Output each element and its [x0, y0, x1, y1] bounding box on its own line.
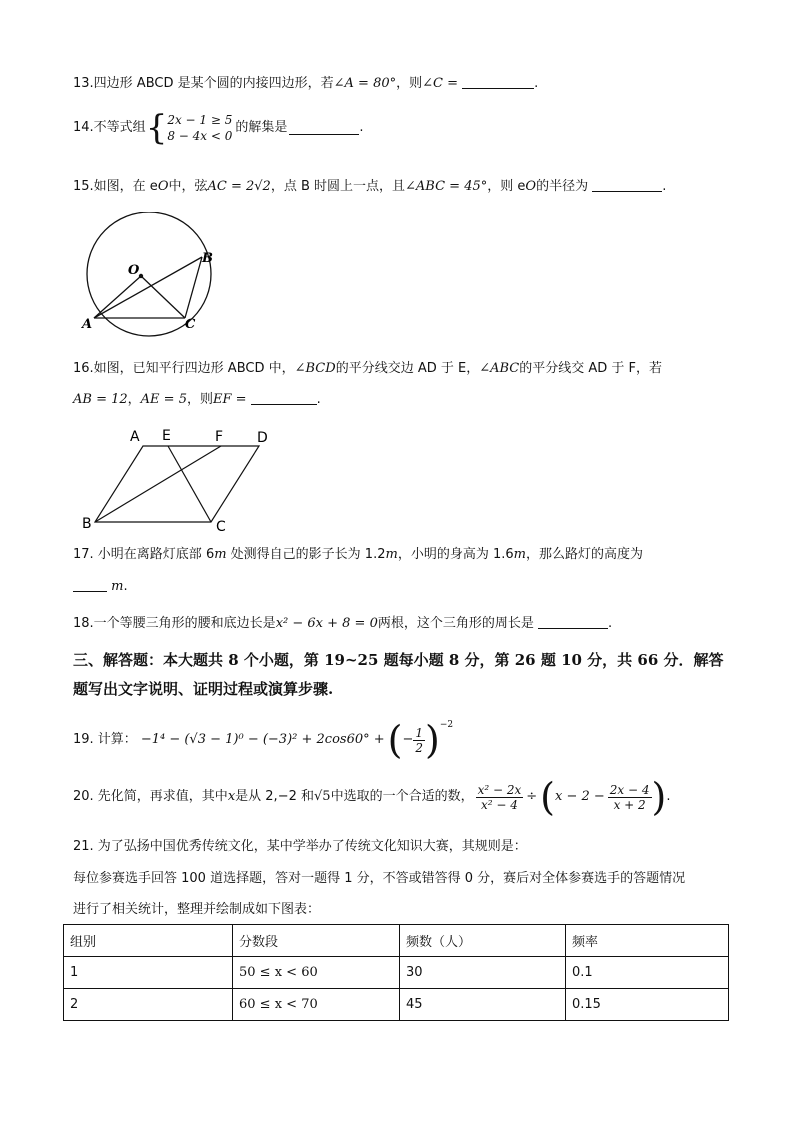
- score-table: [63, 924, 729, 1021]
- table-row: [64, 957, 729, 989]
- q19-neg: −: [402, 732, 414, 747]
- question-21-line1: 21. 为了弘扬中国优秀传统文化，某中学举办了传统文化知识大赛，其规则是：: [73, 839, 527, 854]
- header-rate: 频率: [566, 925, 729, 957]
- q14-inequality-system: [167, 112, 232, 144]
- q15-chord: AC = 2√2: [207, 179, 271, 194]
- segment-oc: [141, 276, 185, 318]
- q15-answer-blank: [592, 179, 662, 192]
- q16-ab: AB = 12: [73, 392, 128, 407]
- q20-right-paren: ): [651, 775, 667, 819]
- q13-answer-blank: [462, 76, 534, 89]
- q18-equation: x² − 6x + 8 = 0: [275, 616, 378, 631]
- q16-line1-a: 16.如图，已知平行四边形 ABCD 中，: [73, 361, 295, 376]
- segment-ce: [168, 446, 211, 522]
- q20-t1: 是从 2,−2 和: [235, 789, 314, 804]
- q13-end: .: [534, 76, 539, 91]
- segment-bf: [95, 446, 221, 522]
- q20-f2-denominator: x + 2: [613, 797, 646, 812]
- q17-line1: 17. 小明在离路灯底部 6: [73, 547, 215, 562]
- table-row: [64, 989, 729, 1021]
- label-c: C: [216, 519, 226, 535]
- q15-angle: ∠ABC = 45°: [405, 179, 488, 194]
- segment-bc: [185, 257, 202, 318]
- q17-m1: m: [214, 547, 227, 562]
- q17-end: .: [123, 579, 128, 594]
- question-13: [73, 75, 538, 93]
- q15-o1: O: [157, 179, 169, 194]
- q18-answer-blank: [538, 616, 608, 629]
- q17-m3: m: [513, 547, 526, 562]
- q20-t2: 中选取的一个合适的数，: [330, 789, 474, 804]
- header-score-range: 分数段: [233, 925, 400, 957]
- q18-end: .: [608, 616, 613, 631]
- q19-right-paren: ): [425, 718, 440, 762]
- q17-answer-blank: [73, 579, 107, 592]
- q16-bcd: ∠BCD: [294, 361, 336, 376]
- q13-angle-c: ∠C =: [422, 76, 458, 91]
- q20-fraction-1: [476, 783, 524, 812]
- q17-line1c: ，小明的身高为 1.6: [397, 547, 514, 562]
- question-16-line2: [73, 391, 321, 409]
- q14-label: 14.不等式组: [73, 120, 146, 135]
- q16-comma1: ，: [127, 392, 141, 407]
- q17-m2: m: [385, 547, 398, 562]
- q16-line1-b: 的平分线交边 AD 于 E，: [335, 361, 480, 376]
- question-14: [73, 108, 364, 148]
- q20-f1-denominator: x² − 4: [480, 797, 518, 812]
- cell-score-range: 50 ≤ x < 60: [233, 957, 400, 989]
- q20-x: x: [227, 789, 236, 804]
- label-e: E: [162, 428, 171, 444]
- parallelogram-abcd: [95, 446, 259, 522]
- label-b: B: [202, 251, 213, 266]
- q16-line1-c: 的平分线交 AD 于 F，若: [519, 361, 663, 376]
- q20-f1-numerator: x² − 2x: [477, 782, 522, 797]
- section-3-heading-line1: 三、解答题：本大题共 8 个小题，第 19~25 题每小题 8 分，第 26 题 10 分，共 66 分．解答: [73, 651, 724, 669]
- q14-text: 的解集是: [235, 120, 288, 135]
- section-3-heading-line2: 题写出文字说明、证明过程或演算步骤.: [73, 680, 334, 698]
- q15-t3: ，则 e: [487, 179, 526, 194]
- cell-frequency: 45: [400, 989, 566, 1021]
- q18-label: 18.一个等腰三角形的腰和底边长是: [73, 616, 276, 631]
- q14-line2: 8 − 4x < 0: [167, 129, 233, 143]
- header-frequency: 频数（人）: [400, 925, 566, 957]
- cell-group: 1: [64, 957, 233, 989]
- question-17-line1: [73, 546, 643, 564]
- q16-ae: AE = 5: [140, 392, 187, 407]
- cell-rate: 0.1: [566, 957, 729, 989]
- q16-abc: ∠ABC: [479, 361, 520, 376]
- label-b: B: [82, 516, 92, 532]
- q13-label: 13.四边形 ABCD 是某个圆的内接四边形，若: [73, 76, 334, 91]
- q14-answer-blank: [289, 122, 359, 135]
- q18-text: 两根，这个三角形的周长是: [377, 616, 534, 631]
- q17-line1d: ，那么路灯的高度为: [525, 547, 643, 562]
- label-a: A: [130, 429, 140, 445]
- q16-then: ，则: [186, 392, 213, 407]
- q15-o2: O: [525, 179, 537, 194]
- q20-f2-numerator: 2x − 4: [609, 782, 650, 797]
- q19-label: 19. 计算：: [73, 732, 137, 747]
- cell-frequency: 30: [400, 957, 566, 989]
- q16-answer-blank: [251, 392, 317, 405]
- question-17-line2: [73, 578, 128, 596]
- q19-exponent: −2: [439, 720, 454, 730]
- q14-line1: 2x − 1 ≥ 5: [167, 113, 233, 127]
- label-d: D: [257, 430, 268, 446]
- q20-divide: ÷: [526, 789, 538, 804]
- question-21-line3: 进行了相关统计，整理并绘制成如下图表：: [73, 902, 321, 917]
- q13-angle-a: ∠A = 80°: [333, 76, 397, 91]
- question-21-line2: 每位参赛选手回答 100 道选择题，答对一题得 1 分，不答或错答得 0 分，赛后对全体参赛选手的答题情况: [73, 871, 686, 886]
- q16-parallelogram-figure: [80, 425, 280, 537]
- q19-left-paren: (: [387, 718, 403, 762]
- q20-label: 20. 先化简，再求值，其中: [73, 789, 228, 804]
- question-20: [73, 775, 670, 819]
- q19-expression: −1⁴ − (√3 − 1)⁰ − (−3)² + 2cos60° +: [140, 732, 385, 747]
- q20-sqrt5: √5: [314, 789, 331, 804]
- q15-t2: ，点 B 时圆上一点，且: [270, 179, 406, 194]
- q15-t4: 的半径为: [536, 179, 589, 194]
- cell-group: 2: [64, 989, 233, 1021]
- q20-left-paren: (: [540, 775, 555, 819]
- center-point: [139, 274, 143, 278]
- question-19: [73, 718, 453, 762]
- segment-oa: [94, 276, 141, 318]
- q20-end: .: [666, 789, 671, 804]
- q15-label: 15.如图，在 e: [73, 179, 158, 194]
- q20-inner: x − 2 −: [554, 789, 605, 804]
- q20-fraction-2: [608, 783, 652, 812]
- label-a: A: [82, 317, 93, 332]
- q17-unit: m: [111, 579, 124, 594]
- cell-score-range: 60 ≤ x < 70: [233, 989, 400, 1021]
- q16-end: .: [316, 392, 321, 407]
- q15-t1: 中，弦: [168, 179, 208, 194]
- table-header-row: [64, 925, 729, 957]
- q14-end: .: [359, 120, 364, 135]
- label-c: C: [185, 317, 196, 332]
- label-f: F: [215, 429, 224, 445]
- q17-line1b: 处测得自己的影子长为 1.2: [226, 547, 386, 562]
- q16-ef: EF =: [212, 392, 247, 407]
- cell-rate: 0.15: [566, 989, 729, 1021]
- question-16-line1: [73, 360, 662, 378]
- q13-mid: ，则: [396, 76, 423, 91]
- label-o: O: [128, 263, 140, 278]
- q19-fraction: [413, 726, 425, 755]
- header-group: 组别: [64, 925, 233, 957]
- question-18: [73, 615, 612, 633]
- q15-end: .: [662, 179, 667, 194]
- q19-denominator: 2: [415, 740, 424, 755]
- question-15: [73, 178, 666, 196]
- q15-circle-figure: [78, 212, 226, 338]
- q19-numerator: 1: [415, 725, 424, 740]
- q14-brace: {: [145, 108, 168, 148]
- segment-ab: [94, 257, 202, 318]
